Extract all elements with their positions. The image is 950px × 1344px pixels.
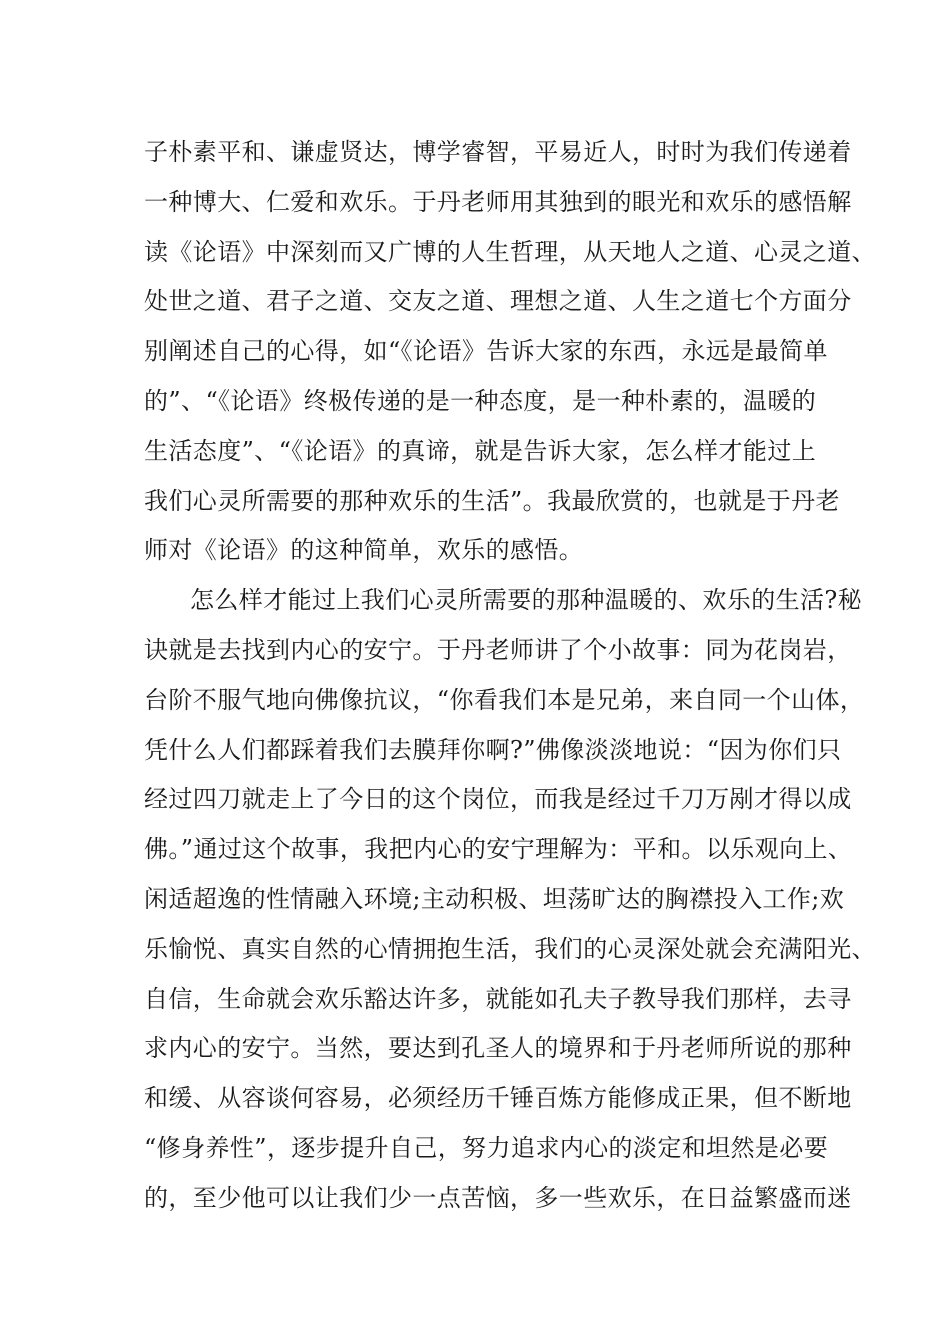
text-line: 处世之道、君子之道、交友之道、理想之道、人生之道七个方面分 bbox=[144, 287, 852, 316]
text-line: 佛。”通过这个故事，我把内心的安宁理解为：平和。以乐观向上、 bbox=[144, 835, 853, 864]
text-line: 读《论语》中深刻而又广博的人生哲理，从天地人之道、心灵之道、 bbox=[144, 237, 876, 266]
text-line: 经过四刀就走上了今日的这个岗位，而我是经过千刀万剐才得以成 bbox=[144, 785, 852, 814]
text-line: 的”、“《论语》终极传递的是一种态度，是一种朴素的，温暖的 bbox=[144, 386, 817, 415]
text-line: 子朴素平和、谦虚贤达，博学睿智，平易近人，时时为我们传递着 bbox=[144, 138, 852, 166]
text-line: 师对《论语》的这种简单，欢乐的感悟。 bbox=[144, 536, 584, 565]
text-line: “修身养性”，逐步提升自己，努力追求内心的淡定和坦然是必要 bbox=[144, 1133, 829, 1162]
text-line: 自信，生命就会欢乐豁达许多，就能如孔夫子教导我们那样，去寻 bbox=[144, 984, 852, 1013]
text-line: 生活态度”、“《论语》的真谛，就是告诉大家，怎么样才能过上 bbox=[144, 436, 817, 465]
text-line: 和缓、从容谈何容易，必须经历千锤百炼方能修成正果，但不断地 bbox=[144, 1084, 852, 1113]
paragraph bbox=[144, 576, 876, 1223]
document-body bbox=[144, 128, 876, 1224]
paragraph bbox=[144, 128, 876, 576]
text-line: 的，至少他可以让我们少一点苦恼，多一些欢乐，在日益繁盛而迷 bbox=[144, 1183, 852, 1212]
text-line: 闲适超逸的性情融入环境;主动积极、坦荡旷达的胸襟投入工作;欢 bbox=[144, 884, 845, 913]
text-line: 台阶不服气地向佛像抗议，“你看我们本是兄弟，来自同一个山体， bbox=[144, 685, 865, 714]
text-line: 别阐述自己的心得，如“《论语》告诉大家的东西，永远是最简单 bbox=[144, 337, 828, 366]
text-line: 求内心的安宁。当然，要达到孔圣人的境界和于丹老师所说的那种 bbox=[144, 1034, 852, 1063]
text-line: 凭什么人们都踩着我们去膜拜你啊?”佛像淡淡地说：“因为你们只 bbox=[144, 735, 842, 764]
text-line: 怎么样才能过上我们心灵所需要的那种温暖的、欢乐的生活?秘 bbox=[190, 586, 863, 615]
text-line: 诀就是去找到内心的安宁。于丹老师讲了个小故事：同为花岗岩， bbox=[144, 635, 852, 664]
text-line: 乐愉悦、真实自然的心情拥抱生活，我们的心灵深处就会充满阳光、 bbox=[144, 934, 876, 963]
text-line: 一种博大、仁爱和欢乐。于丹老师用其独到的眼光和欢乐的感悟解 bbox=[144, 187, 852, 216]
text-line: 我们心灵所需要的那种欢乐的生活”。我最欣赏的，也就是于丹老 bbox=[144, 486, 840, 515]
